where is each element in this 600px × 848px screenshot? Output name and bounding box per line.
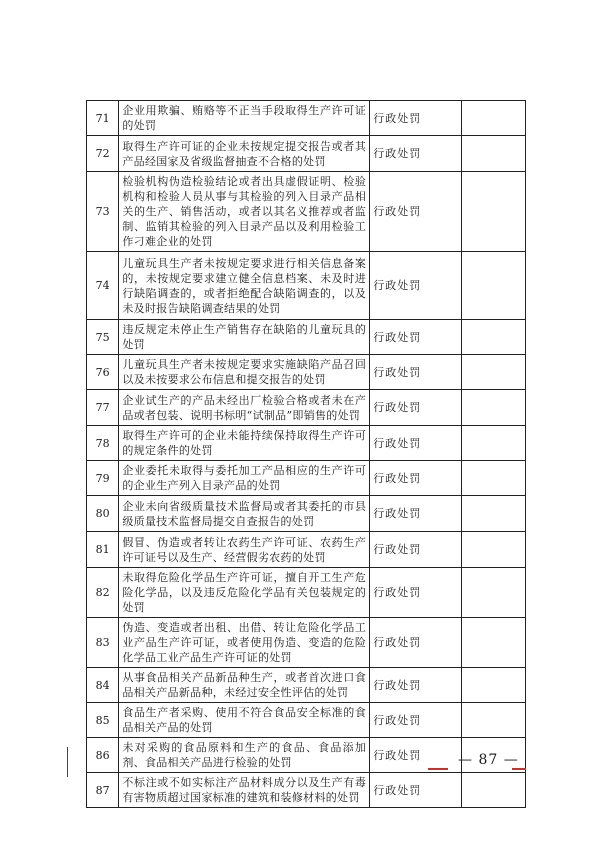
- page-mark-right: [512, 768, 526, 770]
- penalty-items-table: [86, 100, 526, 808]
- row-remark-cell: [462, 320, 526, 355]
- row-type: 行政处罚: [370, 136, 462, 172]
- row-type: 行政处罚: [370, 252, 462, 320]
- row-number: 86: [87, 738, 119, 773]
- table-row: [87, 618, 526, 668]
- table-row: [87, 426, 526, 461]
- row-number: 84: [87, 668, 119, 703]
- row-content: 检验机构伪造检验结论或者出具虚假证明、检验机构和检验人员从事与其检验的列入目录产品相关的生产、销售活动，或者以其名义推荐或者监制、监销其检验的列入目录产品以及利用检验工作刁难企业的处罚: [119, 172, 370, 252]
- row-type: 行政处罚: [370, 426, 462, 461]
- row-content: 食品生产者采购、使用不符合食品安全标准的食品相关产品的处罚: [119, 703, 370, 738]
- table-row: [87, 773, 526, 808]
- row-number: 74: [87, 252, 119, 320]
- row-type: 行政处罚: [370, 172, 462, 252]
- row-remark-cell: [462, 426, 526, 461]
- table-row: [87, 320, 526, 355]
- page-mark-left: [428, 768, 448, 770]
- row-remark-cell: [462, 532, 526, 568]
- row-number: 85: [87, 703, 119, 738]
- row-remark-cell: [462, 355, 526, 390]
- row-content: 企业未向省级质量技术监督局或者其委托的市县级质量技术监督局提交自查报告的处罚: [119, 496, 370, 532]
- row-content: 假冒、伪造或者转让农药生产许可证、农药生产许可证号以及生产、经营假劣农药的处罚: [119, 532, 370, 568]
- row-remark-cell: [462, 172, 526, 252]
- row-number: 73: [87, 172, 119, 252]
- row-type: 行政处罚: [370, 532, 462, 568]
- table-row: [87, 703, 526, 738]
- row-number: 83: [87, 618, 119, 668]
- row-content: 企业委托未取得与委托加工产品相应的生产许可的企业生产列入目录产品的处罚: [119, 461, 370, 496]
- row-remark-cell: [462, 773, 526, 808]
- row-type: 行政处罚: [370, 773, 462, 808]
- page-number: — 87 —: [458, 752, 519, 768]
- row-content: 不标注或不如实标注产品材料成分以及生产有毒有害物质超过国家标准的建筑和装修材料的处罚: [119, 773, 370, 808]
- row-remark-cell: [462, 496, 526, 532]
- row-content: 儿童玩具生产者未按规定要求实施缺陷产品召回以及未按要求公布信息和提交报告的处罚: [119, 355, 370, 390]
- row-content: 取得生产许可证的企业未按规定提交报告或者其产品经国家及省级监督抽查不合格的处罚: [119, 136, 370, 172]
- row-remark-cell: [462, 461, 526, 496]
- row-number: 78: [87, 426, 119, 461]
- row-type: 行政处罚: [370, 618, 462, 668]
- table-row: [87, 172, 526, 252]
- row-content: 未对采购的食品原料和生产的食品、食品添加剂、食品相关产品进行检验的处罚: [119, 738, 370, 773]
- table-row: [87, 390, 526, 426]
- row-remark-cell: [462, 136, 526, 172]
- table-row: [87, 532, 526, 568]
- row-content: 儿童玩具生产者未按规定要求进行相关信息备案的，未按规定要求建立健全信息档案、未及时进行缺陷调查的，或者拒绝配合缺陷调查的，以及未及时报告缺陷调查结果的处罚: [119, 252, 370, 320]
- row-content: 伪造、变造或者出租、出借、转让危险化学品工业产品生产许可证，或者使用伪造、变造的危险化学品工业产品生产许可证的处罚: [119, 618, 370, 668]
- row-number: 79: [87, 461, 119, 496]
- row-remark-cell: [462, 252, 526, 320]
- table-row: [87, 496, 526, 532]
- table-row: [87, 568, 526, 618]
- row-type: 行政处罚: [370, 496, 462, 532]
- row-content: 未取得危险化学品生产许可证，擅自开工生产危险化学品，以及违反危险化学品有关包装规定的处罚: [119, 568, 370, 618]
- table-row: [87, 136, 526, 172]
- row-type: 行政处罚: [370, 390, 462, 426]
- table-row: [87, 101, 526, 136]
- table-row: [87, 668, 526, 703]
- row-number: 80: [87, 496, 119, 532]
- row-type: 行政处罚: [370, 461, 462, 496]
- row-number: 75: [87, 320, 119, 355]
- table-row: [87, 252, 526, 320]
- table-row: [87, 461, 526, 496]
- table-row: [87, 355, 526, 390]
- row-type: 行政处罚: [370, 101, 462, 136]
- row-remark-cell: [462, 618, 526, 668]
- row-type: 行政处罚: [370, 568, 462, 618]
- row-remark-cell: [462, 101, 526, 136]
- row-number: 87: [87, 773, 119, 808]
- row-type: 行政处罚: [370, 355, 462, 390]
- row-type: 行政处罚: [370, 320, 462, 355]
- row-content: 从事食品相关产品新品种生产，或者首次进口食品相关产品新品种，未经过安全性评估的处罚: [119, 668, 370, 703]
- row-content: 取得生产许可的企业未能持续保持取得生产许可的规定条件的处罚: [119, 426, 370, 461]
- row-type: 行政处罚: [370, 668, 462, 703]
- row-remark-cell: [462, 668, 526, 703]
- row-content: 企业试生产的产品未经出厂检验合格或者未在产品或者包装、说明书标明“试制品”即销售的处罚: [119, 390, 370, 426]
- row-type: 行政处罚: [370, 738, 462, 773]
- binding-line: [67, 747, 68, 777]
- row-number: 71: [87, 101, 119, 136]
- row-remark-cell: [462, 703, 526, 738]
- row-remark-cell: [462, 390, 526, 426]
- row-number: 72: [87, 136, 119, 172]
- row-content: 违反规定未停止生产销售存在缺陷的儿童玩具的处罚: [119, 320, 370, 355]
- row-number: 76: [87, 355, 119, 390]
- row-content: 企业用欺骗、贿赂等不正当手段取得生产许可证的处罚: [119, 101, 370, 136]
- row-remark-cell: [462, 568, 526, 618]
- row-number: 82: [87, 568, 119, 618]
- row-number: 77: [87, 390, 119, 426]
- row-number: 81: [87, 532, 119, 568]
- row-type: 行政处罚: [370, 703, 462, 738]
